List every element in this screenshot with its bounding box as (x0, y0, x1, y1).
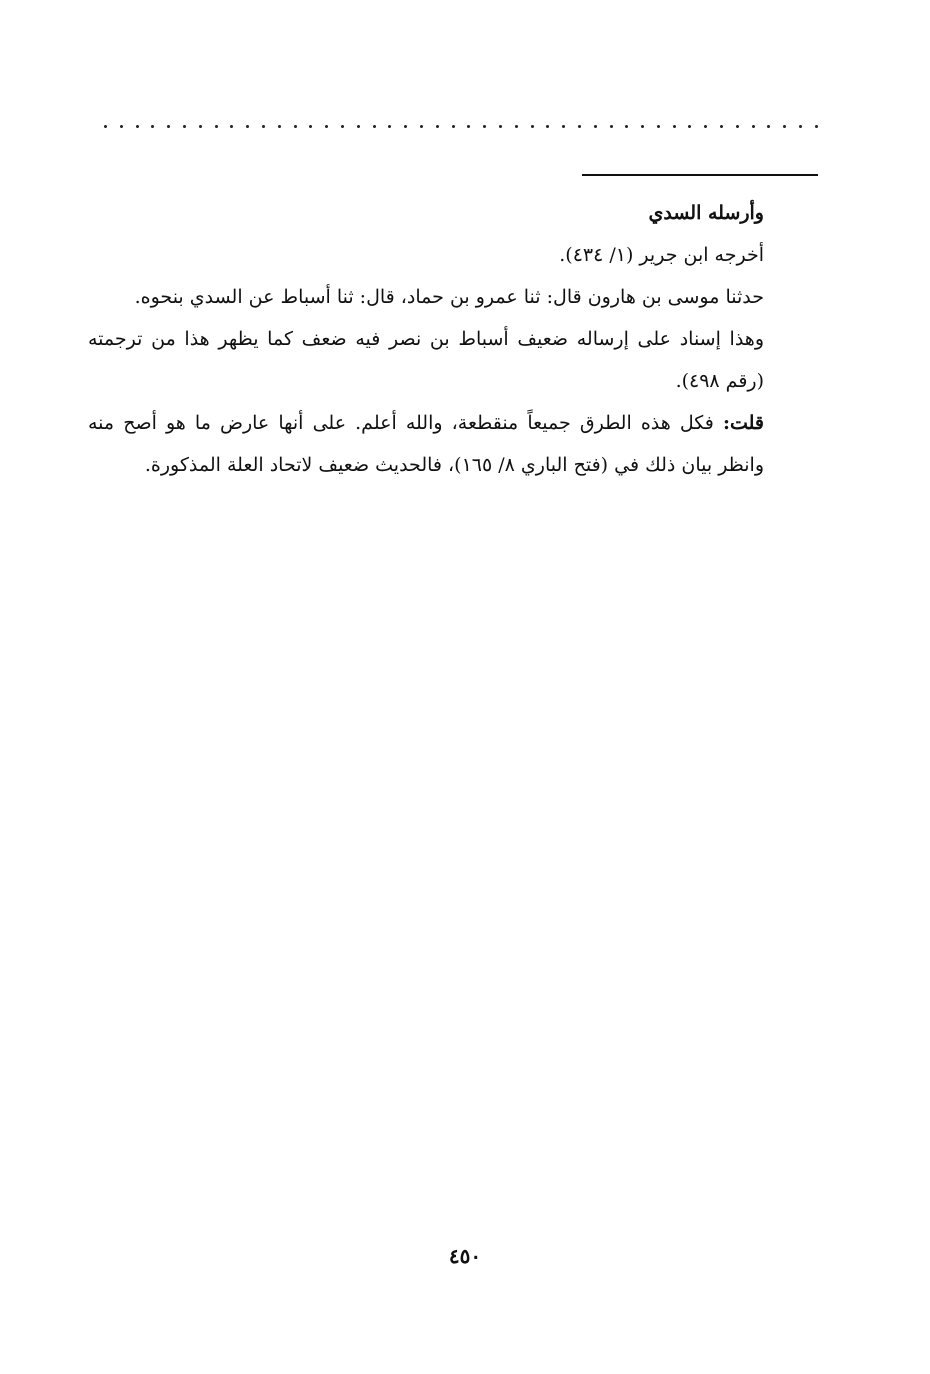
separator-dot (104, 125, 107, 128)
page-number: ٤٥٠ (448, 1244, 482, 1268)
separator-dot (562, 125, 565, 128)
separator-dot (373, 125, 376, 128)
separator-dot (278, 125, 281, 128)
separator-dot (815, 125, 818, 128)
separator-dot (120, 125, 123, 128)
separator-dot (799, 125, 802, 128)
separator-dot (704, 125, 707, 128)
paragraph-isnad: حدثنا موسى بن هارون قال: ثنا عمرو بن حماد، قال: ثنا أسباط عن السدي بنحوه. (134, 286, 764, 308)
separator-dot (594, 125, 597, 128)
separator-dot (309, 125, 312, 128)
separator-dot (452, 125, 455, 128)
separator-dot (767, 125, 770, 128)
separator-dot (546, 125, 549, 128)
separator-dot (325, 125, 328, 128)
paragraph-source: أخرجه ابن جرير (١/ ٤٣٤). (559, 244, 764, 266)
dotted-separator (104, 121, 818, 131)
separator-dot (515, 125, 518, 128)
footnote-rule (582, 174, 818, 176)
separator-dot (262, 125, 265, 128)
separator-dot (183, 125, 186, 128)
separator-dot (404, 125, 407, 128)
separator-dot (467, 125, 470, 128)
conclusion-label: قلت: (722, 412, 764, 434)
separator-dot (673, 125, 676, 128)
separator-dot (230, 125, 233, 128)
separator-dot (246, 125, 249, 128)
separator-dot (688, 125, 691, 128)
separator-dot (499, 125, 502, 128)
separator-dot (136, 125, 139, 128)
separator-dot (657, 125, 660, 128)
separator-dot (752, 125, 755, 128)
section-heading: وأرسله السدي (648, 202, 764, 224)
separator-dot (167, 125, 170, 128)
separator-dot (420, 125, 423, 128)
separator-dot (531, 125, 534, 128)
paragraph-grading: وهذا إسناد على إرساله ضعيف أسباط بن نصر فيه ضعف كما يظهر هذا من ترجمته (رقم ٤٩٨). (88, 328, 764, 392)
separator-dot (436, 125, 439, 128)
separator-dot (625, 125, 628, 128)
separator-dot (610, 125, 613, 128)
separator-dot (783, 125, 786, 128)
separator-dot (151, 125, 154, 128)
separator-dot (720, 125, 723, 128)
separator-dot (578, 125, 581, 128)
separator-dot (199, 125, 202, 128)
separator-dot (483, 125, 486, 128)
separator-dot (641, 125, 644, 128)
separator-dot (357, 125, 360, 128)
separator-dot (736, 125, 739, 128)
separator-dot (215, 125, 218, 128)
conclusion-text: فكل هذه الطرق جميعاً منقطعة، والله أعلم. على أنها عارض ما هو أصح منه وانظر بيان ذلك في (فتح الباري ٨/ ١٦٥)، فالحديث ضعيف لاتحاد العلة المذكورة. (88, 412, 764, 476)
paragraph-conclusion (88, 402, 820, 486)
separator-dot (388, 125, 391, 128)
separator-dot (294, 125, 297, 128)
separator-dot (341, 125, 344, 128)
footnote-text-block (88, 192, 820, 486)
